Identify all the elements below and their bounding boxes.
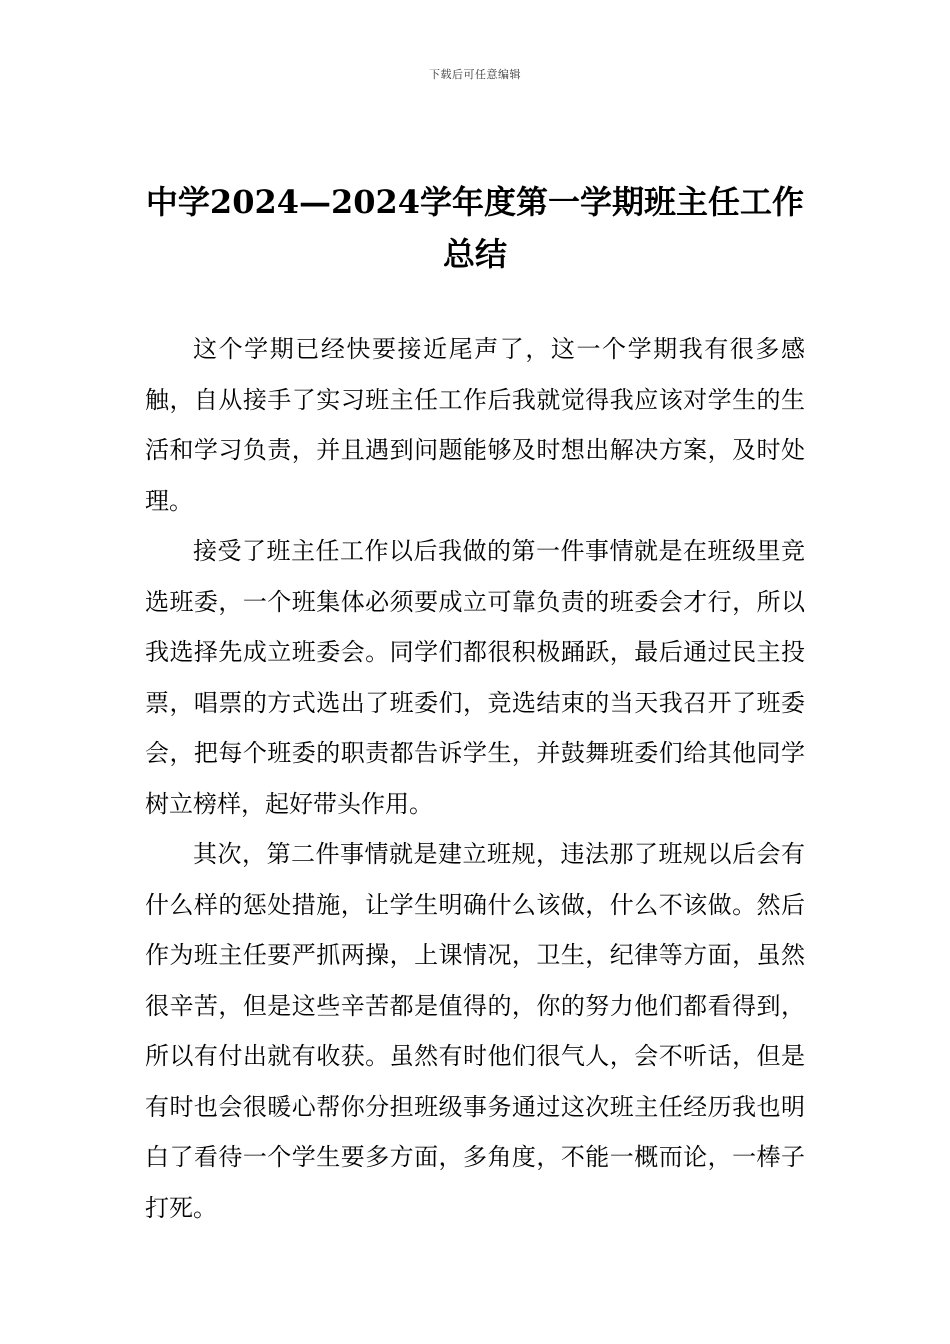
paragraph-2: 接受了班主任工作以后我做的第一件事情就是在班级里竞选班委，一个班集体必须要成立可靠负责的班委会才行，所以我选择先成立班委会。同学们都很积极踊跃，最后通过民主投票，唱票的方式选出了班委们，竞选结束的当天我召开了班委会，把每个班委的职责都告诉学生，并鼓舞班委们给其他同学树立榜样，起好带头作用。 [145, 537, 805, 818]
document-body [145, 324, 805, 1233]
paragraph-3: 其次，第二件事情就是建立班规，违法那了班规以后会有什么样的惩处措施，让学生明确什么该做，什么不该做。然后作为班主任要严抓两操，上课情况，卫生，纪律等方面，虽然很辛苦，但是这些辛苦都是值得的，你的努力他们都看得到，所以有付出就有收获。虽然有时他们很气人，会不听话，但是有时也会很暖心帮你分担班级事务通过这次班主任经历我也明白了看待一个学生要多方面，多角度，不能一概而论，一棒子打死。 [145, 840, 805, 1222]
header-note: 下载后可任意编辑 [429, 68, 521, 81]
document-title: 中学2024—2024学年度第一学期班主任工作总结 [145, 183, 805, 273]
paragraph-1: 这个学期已经快要接近尾声了，这一个学期我有很多感触，自从接手了实习班主任工作后我就觉得我应该对学生的生活和学习负责，并且遇到问题能够及时想出解决方案，及时处理。 [145, 335, 805, 515]
